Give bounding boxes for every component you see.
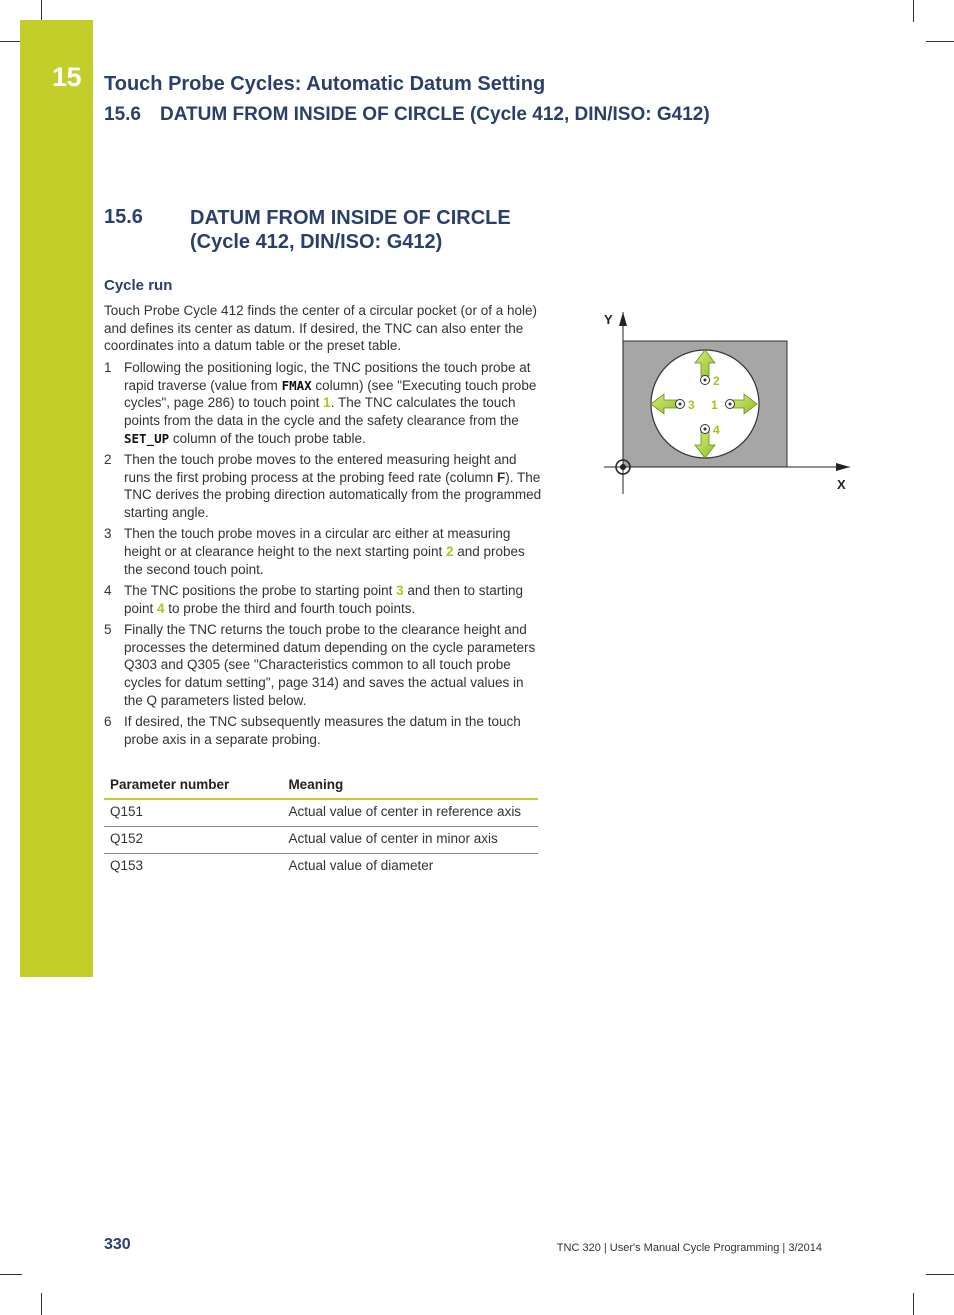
table-cell: Q151 — [104, 799, 282, 827]
list-item: 5 Finally the TNC returns the touch probe to the clearance height and processes the determined datum depending on the cycle parameters Q303 and Q305 (see "Characteristics common to all touch probe cycles for datum setting", page 314) and saves the actual values in the Q parameters listed below. — [104, 621, 536, 708]
datum-origin-dot — [620, 464, 626, 470]
running-header-section-title: DATUM FROM INSIDE OF CIRCLE (Cycle 412, DIN/ISO: G412) — [160, 104, 710, 125]
crop-mark — [0, 1274, 22, 1275]
probe-point-marker — [704, 428, 707, 431]
y-axis-label: Y — [604, 312, 613, 327]
table-cell: Q153 — [110, 858, 144, 873]
table-cell: Q152 — [104, 827, 282, 854]
list-item: 2 Then the touch probe moves to the entered measuring height and runs the first probing process at the probing feed rate (column F). The TNC derives the probing direction automatically from the programmed starting angle. — [104, 452, 542, 521]
running-header-title: Touch Probe Cycles: Automatic Datum Setting — [104, 73, 546, 95]
section-title — [190, 206, 511, 254]
table-row — [104, 827, 538, 854]
running-header-section-number: 15.6 — [104, 104, 141, 125]
subheading: Cycle run — [104, 277, 173, 294]
list-item: 1 Following the positioning logic, the TNC positions the touch probe at rapid traverse (value from FMAX column) (see "Executing touch probe cycles", page 286) to touch point 1. The TNC calculates the touch points from the data in the cycle and the safety clearance from the SET_UP column of the touch probe table. — [104, 360, 537, 446]
section-title-line1: DATUM FROM INSIDE OF CIRCLE — [190, 207, 511, 229]
table-row — [104, 799, 538, 827]
x-axis-arrow-icon — [836, 463, 850, 471]
crop-mark — [41, 1293, 42, 1315]
probe-point-marker — [679, 403, 682, 406]
table-header: Parameter number — [104, 775, 282, 799]
list-item: 4 The TNC positions the probe to starting point 3 and then to starting point 4 to probe the third and fourth touch points. — [104, 582, 524, 616]
point-label-2: 2 — [713, 374, 720, 388]
table-cell: Actual value of center in minor axis — [282, 827, 538, 854]
probe-point-marker — [729, 403, 732, 406]
crop-mark — [41, 0, 42, 22]
point-label-3: 3 — [688, 398, 695, 412]
point-label-1: 1 — [711, 398, 718, 412]
running-header-section — [104, 104, 710, 126]
crop-mark — [926, 41, 954, 42]
y-axis-arrow-icon — [619, 312, 627, 326]
list-item: 6 If desired, the TNC subsequently measures the datum in the touch probe axis in a separate probing. — [104, 713, 521, 747]
x-axis-label: X — [837, 477, 846, 492]
page-number: 330 — [104, 1236, 131, 1253]
crop-mark — [0, 41, 22, 42]
parameter-table — [104, 775, 538, 880]
list-item: 3 Then the touch probe moves in a circular arc either at measuring height or at clearance height to the next starting point 2 and probes the second touch point. — [104, 526, 525, 577]
table-header-row — [104, 775, 538, 799]
cycle-412-diagram — [596, 306, 856, 496]
section-title-line2: (Cycle 412, DIN/ISO: G412) — [190, 231, 443, 253]
section-number: 15.6 — [104, 206, 143, 228]
cycle-steps-list — [104, 359, 546, 752]
intro-paragraph: Touch Probe Cycle 412 finds the center of a circular pocket (or of a hole) and defines its center as datum. If desired, the TNC can also enter the coordinates into a datum table or the preset table. — [104, 303, 537, 354]
probe-point-marker — [704, 379, 707, 382]
footer-text: TNC 320 | User's Manual Cycle Programming | 3/2014 — [556, 1242, 822, 1254]
chapter-number: 15 — [52, 62, 82, 92]
crop-mark — [913, 0, 914, 22]
crop-mark — [926, 1274, 954, 1275]
point-label-4: 4 — [713, 423, 720, 437]
table-cell: Actual value of center in reference axis — [282, 799, 538, 827]
table-row — [104, 854, 538, 881]
chapter-sidebar — [20, 20, 93, 977]
crop-mark — [913, 1293, 914, 1315]
table-cell: Actual value of diameter — [288, 858, 434, 873]
table-header: Meaning — [282, 775, 538, 799]
